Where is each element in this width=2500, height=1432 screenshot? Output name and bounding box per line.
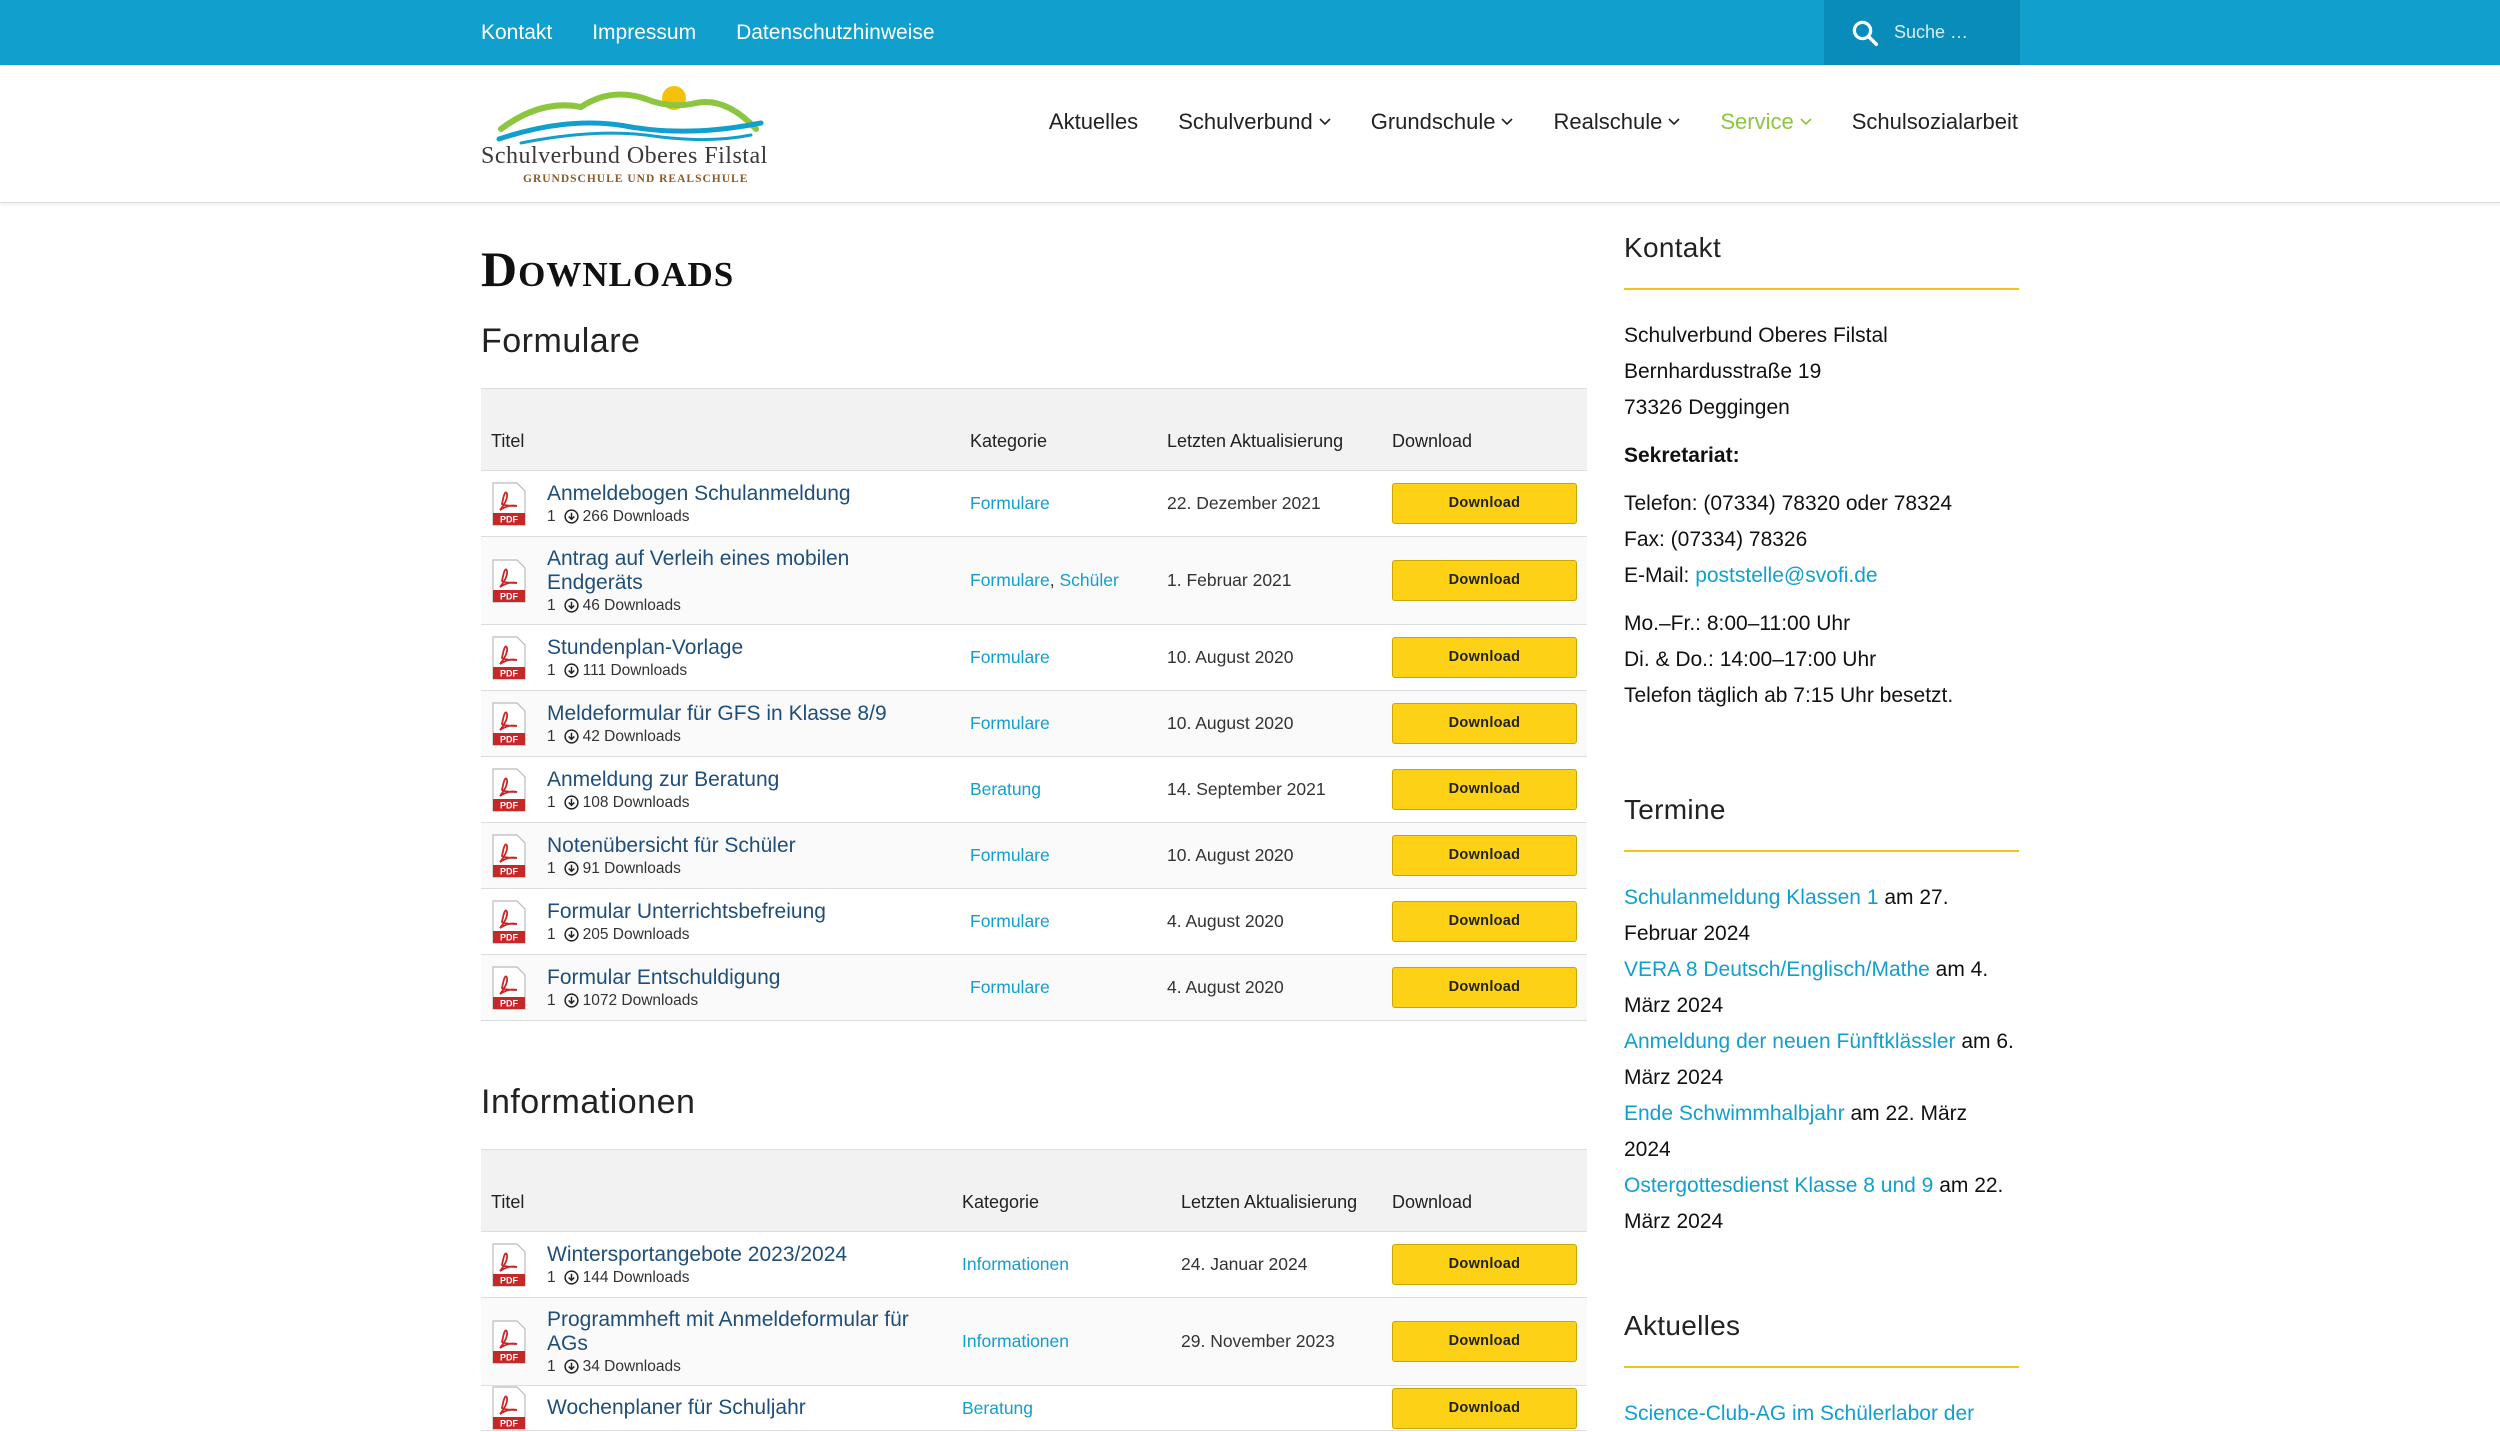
download-title-link[interactable]: Anmeldung zur Beratung (547, 767, 780, 791)
download-count: 1072 Downloads (582, 991, 699, 1009)
title-cell (481, 823, 960, 889)
nav-item-schulsozialarbeit[interactable] (1852, 109, 2018, 135)
widget-kontakt (1624, 230, 2019, 714)
category-cell (960, 889, 1157, 955)
date-cell: 10. August 2020 (1157, 823, 1382, 889)
download-cell (1382, 625, 1587, 691)
download-title-link[interactable]: Formular Unterrichtsbefreiung (547, 899, 826, 923)
download-count: 91 Downloads (582, 859, 681, 877)
table-row (481, 889, 1587, 955)
search-icon[interactable] (1850, 18, 1880, 48)
download-title-link[interactable]: Anmeldebogen Schulanmeldung (547, 481, 851, 505)
category-cell (960, 691, 1157, 757)
pdf-file-icon (491, 966, 527, 1010)
top-link-datenschutz[interactable]: Datenschutzhinweise (736, 20, 935, 44)
pdf-file-icon (491, 636, 527, 680)
chevron-down-icon (1319, 118, 1331, 126)
version-number: 1 (547, 507, 556, 525)
category-cell (960, 625, 1157, 691)
table-row (481, 537, 1587, 625)
event-item (1624, 880, 2019, 952)
nav-label: Schulsozialarbeit (1851, 109, 2018, 134)
svg-text:PDF: PDF (500, 866, 518, 876)
pdf-file-icon (491, 768, 527, 812)
version-number: 1 (547, 596, 556, 614)
title-cell (481, 537, 960, 625)
sidebar (1624, 230, 2019, 1432)
pdf-file-icon (491, 834, 527, 878)
fax-text: Fax: (07334) 78326 (1624, 528, 1808, 551)
category-cell (960, 757, 1157, 823)
date-cell: 10. August 2020 (1157, 625, 1382, 691)
event-date: am 22. März 2024 (1624, 1102, 1968, 1161)
download-meta (547, 597, 950, 615)
email-link[interactable]: poststelle@svofi.de (1695, 564, 1878, 587)
download-count-icon (564, 509, 579, 524)
date-cell: 4. August 2020 (1157, 955, 1382, 1021)
title-cell (481, 471, 960, 537)
download-info (547, 966, 780, 1010)
download-cell (1382, 1298, 1587, 1386)
event-link[interactable]: Schulanmeldung Klassen 1 (1624, 886, 1879, 909)
download-meta (547, 728, 887, 746)
date-cell: 22. Dezember 2021 (1157, 471, 1382, 537)
download-count-icon (564, 598, 579, 613)
news-item (1624, 1396, 2019, 1432)
download-info (547, 1396, 806, 1420)
svg-text:PDF: PDF (500, 668, 518, 678)
download-meta (547, 508, 851, 526)
nav-label: Schulverbund (1178, 109, 1313, 134)
download-count: 108 Downloads (582, 793, 690, 811)
date-cell: 24. Januar 2024 (1171, 1232, 1382, 1298)
logo-mountains-icon (481, 79, 781, 145)
address-line: 73326 Deggingen (1624, 396, 1790, 419)
download-count-icon (564, 1270, 579, 1285)
event-item (1624, 1096, 2019, 1168)
table-row (481, 757, 1587, 823)
svg-text:PDF: PDF (500, 932, 518, 942)
date-cell: 10. August 2020 (1157, 691, 1382, 757)
logo-subtext: GRUNDSCHULE UND REALSCHULE (523, 173, 749, 185)
category-cell (960, 471, 1157, 537)
svg-text:PDF: PDF (500, 734, 518, 744)
table-row (481, 471, 1587, 537)
download-count: 205 Downloads (582, 925, 690, 943)
version-number: 1 (547, 661, 556, 679)
download-cell (1382, 757, 1587, 823)
download-button[interactable]: Download (1392, 769, 1577, 810)
download-count: 144 Downloads (582, 1268, 690, 1286)
table-row (481, 1386, 1587, 1431)
download-meta (547, 926, 826, 944)
event-date: am 6. März 2024 (1624, 1030, 2014, 1089)
category-link[interactable]: Beratung (962, 1397, 1034, 1418)
logo-text: Schulverbund Oberes Filstal (481, 143, 768, 169)
version-number: 1 (547, 727, 556, 745)
top-link-kontakt[interactable]: Kontakt (481, 20, 553, 44)
download-info (547, 702, 887, 746)
event-item (1624, 1024, 2019, 1096)
download-button[interactable]: Download (1392, 637, 1577, 678)
download-button[interactable]: Download (1392, 835, 1577, 876)
pdf-file-icon (491, 1320, 527, 1364)
date-cell: 14. September 2021 (1157, 757, 1382, 823)
nav-item-service[interactable] (1720, 109, 1811, 135)
column-header-title[interactable]: Titel (491, 431, 525, 451)
download-count-icon (564, 993, 579, 1008)
title-cell (481, 691, 960, 757)
version-number: 1 (547, 925, 556, 943)
download-count-icon (564, 927, 579, 942)
search-input[interactable] (1892, 21, 2016, 44)
svg-text:PDF: PDF (500, 514, 518, 524)
date-cell (1171, 1386, 1382, 1431)
site-header (0, 65, 2500, 203)
chevron-down-icon (1668, 118, 1680, 126)
category-cell (960, 537, 1157, 625)
email-label: E-Mail: (1624, 564, 1696, 587)
category-link[interactable]: Formulare (970, 911, 1050, 931)
date-cell: 1. Februar 2021 (1157, 537, 1382, 625)
pdf-file-icon (491, 1243, 527, 1287)
event-date: am 22. März 2024 (1624, 1174, 2004, 1233)
event-link[interactable]: Anmeldung der neuen Fünftklässler (1624, 1030, 1956, 1053)
table-row (481, 625, 1587, 691)
download-info (547, 834, 796, 878)
download-meta (547, 1358, 942, 1376)
download-cell (1382, 823, 1587, 889)
download-count-icon (564, 729, 579, 744)
title-cell (481, 1298, 952, 1386)
svg-text:PDF: PDF (500, 800, 518, 810)
category-link[interactable]: Informationen (962, 1254, 1070, 1274)
version-number: 1 (547, 793, 556, 811)
pdf-file-icon (491, 900, 527, 944)
nav-item-schulverbund[interactable] (1178, 109, 1331, 135)
download-count-icon (564, 1359, 579, 1374)
category-link[interactable]: Formulare (970, 493, 1050, 513)
download-meta (547, 860, 796, 878)
nav-label: Service (1720, 109, 1794, 134)
download-title-link[interactable]: Wintersportangebote 2023/2024 (547, 1242, 848, 1266)
pdf-file-icon (491, 559, 527, 603)
svg-text:PDF: PDF (500, 998, 518, 1008)
event-link[interactable]: Ende Schwimmhalbjahr (1624, 1102, 1845, 1125)
chevron-down-icon (1800, 118, 1812, 126)
pdf-file-icon (491, 482, 527, 526)
svg-text:PDF: PDF (500, 591, 518, 601)
download-title-link[interactable]: Notenübersicht für Schüler (547, 833, 796, 857)
version-number: 1 (547, 859, 556, 877)
download-count: 34 Downloads (582, 1357, 681, 1375)
download-title-link[interactable]: Meldeformular für GFS in Klasse 8/9 (547, 701, 887, 725)
category-cell (952, 1298, 1171, 1386)
download-button[interactable]: Download (1392, 560, 1577, 601)
category-link[interactable]: Formulare (970, 713, 1050, 733)
sekretariat-label: Sekretariat: (1624, 444, 1740, 467)
svg-text:PDF: PDF (500, 1352, 518, 1362)
download-title-link[interactable]: Antrag auf Verleih eines mobilen Endgeräts (547, 546, 850, 594)
download-info (547, 636, 743, 680)
category-link[interactable]: Formulare (970, 977, 1050, 997)
widget-title: Aktuelles (1624, 1308, 2019, 1368)
download-cell (1382, 537, 1587, 625)
download-button[interactable]: Download (1392, 901, 1577, 942)
nav-item-aktuelles[interactable] (1049, 109, 1138, 135)
download-cell (1382, 889, 1587, 955)
table-row (481, 1298, 1587, 1386)
download-count: 111 Downloads (582, 661, 688, 679)
nav-item-grundschule[interactable] (1371, 109, 1514, 135)
category-cell (960, 823, 1157, 889)
download-button[interactable]: Download (1392, 1244, 1577, 1285)
event-item (1624, 952, 2019, 1024)
column-header-updated[interactable]: Letzten Aktualisierung (1167, 431, 1344, 451)
download-meta (547, 794, 779, 812)
address-line: Schulverbund Oberes Filstal (1624, 324, 1888, 347)
category-cell (960, 955, 1157, 1021)
hours-line: Telefon täglich ab 7:15 Uhr besetzt. (1624, 684, 1954, 707)
download-count: 266 Downloads (582, 507, 690, 525)
column-header-download[interactable]: Download (1392, 431, 1473, 451)
download-cell (1382, 471, 1587, 537)
column-header-category[interactable]: Kategorie (962, 1192, 1040, 1212)
svg-text:PDF: PDF (500, 1275, 518, 1285)
pdf-file-icon (491, 702, 527, 746)
top-link-impressum[interactable]: Impressum (592, 20, 697, 44)
column-header-download[interactable]: Download (1392, 1192, 1473, 1212)
category-link[interactable]: Formulare (970, 845, 1050, 865)
category-link[interactable]: Formulare (970, 570, 1050, 590)
title-cell (481, 889, 960, 955)
category-separator: , (1049, 570, 1060, 590)
title-cell (481, 1386, 952, 1431)
download-info (547, 547, 950, 615)
widget-title: Termine (1624, 792, 2019, 852)
phone-text: Telefon: (07334) 78320 oder 78324 (1624, 492, 1953, 515)
date-cell: 29. November 2023 (1171, 1298, 1382, 1386)
download-info (547, 1308, 942, 1376)
download-info (547, 482, 851, 526)
widget-termine (1624, 792, 2019, 1240)
download-info (547, 900, 826, 944)
category-link[interactable]: Formulare (970, 647, 1050, 667)
event-link[interactable]: Ostergottesdienst Klasse 8 und 9 (1624, 1174, 1934, 1197)
title-cell (481, 625, 960, 691)
download-count-icon (564, 663, 579, 678)
site-logo[interactable] (481, 79, 781, 189)
category-link[interactable]: Informationen (962, 1331, 1070, 1351)
column-header-updated[interactable]: Letzten Aktualisierung (1181, 1192, 1358, 1212)
category-link[interactable]: Beratung (970, 779, 1042, 799)
event-item (1624, 1168, 2019, 1240)
event-date: am 4. März 2024 (1624, 958, 1989, 1017)
download-cell (1382, 955, 1587, 1021)
download-count: 42 Downloads (582, 727, 681, 745)
download-info (547, 768, 779, 812)
downloads-table-formulare (481, 388, 1587, 1021)
download-button[interactable]: Download (1392, 703, 1577, 744)
widget-aktuelles (1624, 1308, 2019, 1432)
title-cell (481, 1232, 952, 1298)
download-meta (547, 1269, 847, 1287)
table-header-row (481, 389, 1587, 471)
nav-item-realschule[interactable] (1553, 109, 1680, 135)
category-link[interactable]: Schüler (1059, 570, 1119, 590)
download-title-link[interactable]: Formular Entschuldigung (547, 965, 781, 989)
nav-label: Aktuelles (1048, 109, 1139, 134)
download-cell (1382, 1386, 1587, 1431)
chevron-down-icon (1501, 118, 1513, 126)
column-header-category[interactable]: Kategorie (970, 431, 1048, 451)
top-nav (481, 0, 975, 65)
address-line: Bernhardusstraße 19 (1624, 360, 1822, 383)
svg-text:PDF: PDF (500, 1418, 518, 1429)
download-title-link[interactable]: Wochenplaner für Schuljahr (547, 1396, 806, 1419)
category-cell (952, 1386, 1171, 1431)
nav-label: Grundschule (1370, 109, 1496, 134)
version-number: 1 (547, 991, 556, 1009)
hours-line: Mo.–Fr.: 8:00–11:00 Uhr (1624, 612, 1851, 635)
version-number: 1 (547, 1268, 556, 1286)
table-row (481, 691, 1587, 757)
download-cell (1382, 691, 1587, 757)
hours-line: Di. & Do.: 14:00–17:00 Uhr (1624, 648, 1877, 671)
download-info (547, 1243, 847, 1287)
version-number: 1 (547, 1357, 556, 1375)
downloads-table-informationen (481, 1149, 1587, 1431)
download-meta (547, 992, 780, 1010)
nav-label: Realschule (1553, 109, 1663, 134)
download-title-link[interactable]: Stundenplan-Vorlage (547, 635, 744, 659)
download-button[interactable]: Download (1392, 967, 1577, 1008)
download-count: 46 Downloads (582, 596, 681, 614)
column-header-title[interactable]: Titel (491, 1192, 525, 1212)
event-link[interactable]: VERA 8 Deutsch/Englisch/Mathe (1624, 958, 1930, 981)
download-button[interactable]: Download (1392, 1388, 1577, 1429)
table-row (481, 823, 1587, 889)
email-line (1624, 558, 2019, 594)
event-date: am 27. Februar 2024 (1624, 886, 1949, 945)
download-count-icon (564, 861, 579, 876)
download-button[interactable]: Download (1392, 483, 1577, 524)
search-box (1824, 0, 2020, 65)
page-title: Downloads (481, 241, 735, 297)
title-cell (481, 757, 960, 823)
date-cell: 4. August 2020 (1157, 889, 1382, 955)
news-link[interactable]: Science-Club-AG im Schülerlabor der (1624, 1402, 1975, 1425)
category-cell (952, 1232, 1171, 1298)
widget-title: Kontakt (1624, 230, 2019, 290)
pdf-file-icon (491, 1386, 527, 1430)
title-cell (481, 955, 960, 1021)
table-row (481, 1232, 1587, 1298)
download-button[interactable]: Download (1392, 1321, 1577, 1362)
section-title-formulare: Formulare (481, 322, 641, 360)
main-nav (1009, 109, 2018, 135)
section-title-informationen: Informationen (481, 1083, 696, 1121)
download-meta (547, 662, 743, 680)
table-row (481, 955, 1587, 1021)
download-cell (1382, 1232, 1587, 1298)
download-title-link[interactable]: Programmheft mit Anmeldeformular für AGs (547, 1307, 909, 1355)
top-bar (0, 0, 2500, 65)
download-count-icon (564, 795, 579, 810)
table-header-row (481, 1150, 1587, 1232)
